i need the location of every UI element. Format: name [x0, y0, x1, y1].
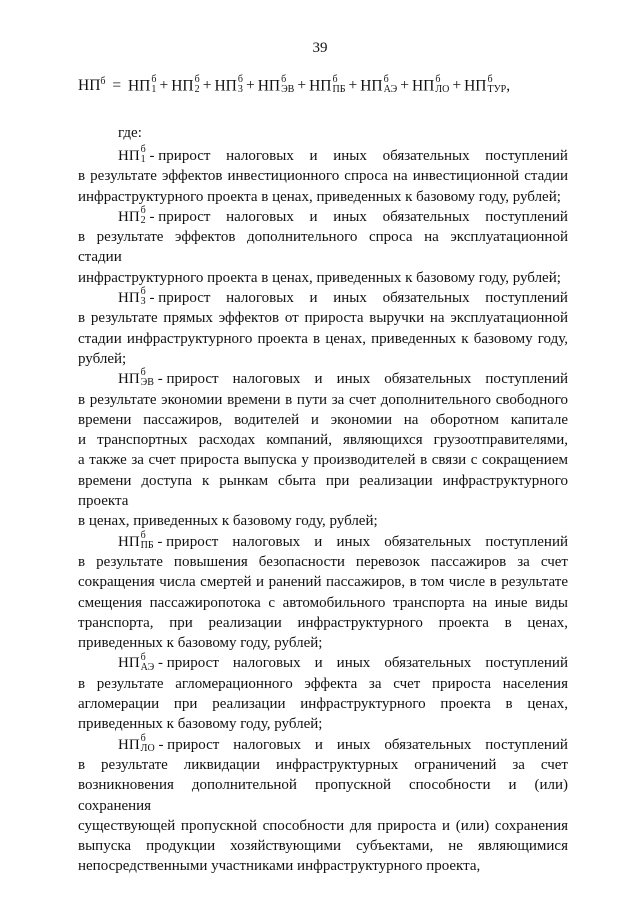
- definitions-list: [78, 146, 568, 877]
- definition-word: и: [309, 148, 318, 164]
- definition-line: выпуска продукции хозяйствующими субъектами, не являющимися: [78, 838, 568, 855]
- definition-symbol: НП б ЛО: [118, 732, 155, 754]
- definition-line: непосредственными участниками инфраструктурного проекта,: [78, 858, 481, 875]
- definition-symbol: НП б 3: [118, 286, 146, 308]
- formula-term: НП б 1: [127, 73, 157, 95]
- formula-equals: =: [112, 77, 122, 95]
- definition-word: иных: [333, 208, 367, 225]
- definition-word: - прирост: [145, 208, 211, 225]
- definition-word: налоговых: [226, 290, 294, 307]
- definition-word: и: [314, 533, 323, 550]
- definition-word: поступлений: [485, 371, 568, 388]
- definition-symbol: НП б 2: [118, 205, 146, 227]
- definition-first-line: [78, 146, 568, 166]
- definition-symbol: НП б ЭВ: [118, 367, 154, 389]
- definition-line: агломерации при реализации инфраструктурного проекта в ценах,: [78, 696, 568, 713]
- definition-line: инфраструктурного проекта в ценах, приведенных к базовому году, рублей;: [78, 269, 561, 286]
- definition-first-line: [78, 207, 568, 227]
- definition-term: [118, 288, 210, 308]
- definition-line: рублей;: [78, 350, 127, 367]
- formula-lhs: $НП^б$: [78, 76, 106, 95]
- formula-trail: ,: [506, 77, 511, 95]
- formula-plus: +: [245, 77, 255, 95]
- definition-first-line: [78, 653, 568, 673]
- definition-word: обязательных: [384, 533, 472, 550]
- definition-word: обязательных: [382, 290, 470, 307]
- definition-word: и: [314, 736, 323, 753]
- definition-term: [118, 732, 220, 755]
- definition-paragraph: [78, 207, 568, 288]
- definition-term: [118, 369, 219, 389]
- definition-word: налоговых: [233, 736, 301, 753]
- formula-term: НП б 2: [171, 73, 200, 95]
- formula-plus: +: [400, 77, 409, 95]
- definition-line: приведенных к базовому году, рублей;: [78, 716, 323, 733]
- definition-line: в результате агломерационного эффекта за счет прироста населения: [78, 675, 568, 692]
- definition-symbol: НП б ПБ: [118, 529, 154, 551]
- definition-line: в результате экономии времени в пути за счет дополнительного свободного: [78, 391, 568, 408]
- definition-line: и транспортных расходах компаний, являющихся грузоотправителями,: [78, 432, 568, 449]
- formula-term: НП б ПБ: [309, 73, 346, 95]
- definition-word: поступлений: [485, 290, 568, 307]
- definition-first-line: [78, 732, 568, 755]
- definition-paragraph: [78, 146, 568, 207]
- definition-word: налоговых: [226, 148, 294, 164]
- definition-word: поступлений: [485, 208, 568, 225]
- definition-line: смещения пассажиропотока с автомобильного транспорта на иные виды: [78, 594, 568, 611]
- definition-paragraph: [78, 732, 568, 877]
- definition-paragraph: [78, 288, 568, 369]
- formula-term: НП б АЭ: [360, 73, 398, 95]
- definition-word: обязательных: [384, 371, 472, 388]
- definition-word: и: [309, 208, 318, 225]
- definition-line: в результате повышения безопасности перевозок пассажиров за счет: [78, 553, 568, 570]
- definition-line: возникновения дополнительной пропускной способности и (или) сохранения: [78, 777, 568, 814]
- definition-first-line: [78, 369, 568, 389]
- definition-line: а также за счет прироста выпуска у производителей в связи с сокращением: [78, 452, 568, 469]
- definition-line: приведенных к базовому году, рублей;: [78, 635, 323, 652]
- definition-word: поступлений: [485, 736, 568, 753]
- formula-terms: [127, 73, 511, 95]
- definition-word: поступлений: [485, 148, 568, 164]
- definition-word: и: [314, 655, 323, 672]
- definition-line: транспорта, при реализации инфраструктурного проекта в ценах,: [78, 614, 568, 631]
- definition-word: - прирост: [145, 148, 211, 164]
- definition-first-line: [78, 288, 568, 308]
- where-label: где:: [118, 125, 142, 141]
- definition-word: иных: [336, 371, 371, 388]
- page-number: 39: [312, 40, 328, 56]
- formula-plus: +: [202, 77, 212, 95]
- definition-symbol: НП б 1: [118, 144, 146, 166]
- definition-line: в результате ликвидации инфраструктурных ограничений за счет: [78, 756, 568, 773]
- definition-word: - прирост: [154, 655, 219, 672]
- definition-line: в результате прямых эффектов от прироста выручки на эксплуатационной: [78, 310, 568, 327]
- definition-word: налоговых: [226, 208, 294, 225]
- definition-word: иных: [336, 736, 371, 753]
- definition-word: поступлений: [485, 533, 568, 550]
- formula-plus: +: [297, 77, 307, 95]
- definition-word: иных: [336, 533, 371, 550]
- definition-line: в ценах, приведенных к базовому году, рублей;: [78, 513, 378, 530]
- formula-term: НП б ЛО: [411, 73, 450, 95]
- definition-line: времени доступа к рынкам сбыта при реализации инфраструктурного проекта: [78, 472, 568, 510]
- definition-word: - прирост: [153, 533, 219, 550]
- definition-term: [118, 207, 210, 227]
- definition-word: налоговых: [232, 533, 301, 550]
- definition-word: иных: [333, 148, 367, 164]
- definition-word: налоговых: [232, 655, 301, 672]
- definition-word: обязательных: [384, 736, 472, 753]
- definition-word: - прирост: [154, 736, 220, 753]
- definition-line: времени пассажиров, водителей и экономии на оборотном капитале: [78, 411, 568, 428]
- definition-paragraph: [78, 653, 568, 734]
- formula: [78, 73, 578, 97]
- formula-plus: +: [452, 77, 462, 95]
- definition-line: стадии инфраструктурного проекта в ценах, приведенных к базовому году,: [78, 330, 568, 347]
- definition-line: сокращения числа смертей и ранений пассажиров, в том числе в результате: [78, 574, 568, 591]
- definition-word: налоговых: [232, 371, 301, 388]
- definition-line: инфраструктурного проекта в ценах, приведенных к базовому году, рублей;: [78, 188, 561, 205]
- definition-line: существующей пропускной способности для прироста и (или) сохранения: [78, 817, 568, 834]
- definition-line: в результате эффектов инвестиционного спроса на инвестиционной стадии: [78, 168, 568, 185]
- formula-term: НП б ТУР: [464, 73, 507, 95]
- definition-word: поступлений: [485, 655, 568, 672]
- formula-term: НП б ЭВ: [257, 73, 295, 95]
- definition-term: [118, 529, 219, 552]
- definition-symbol: НП б АЭ: [118, 651, 155, 673]
- formula-term: НП б 3: [214, 73, 243, 95]
- definition-first-line: [78, 529, 568, 552]
- formula-plus: +: [348, 77, 358, 95]
- definition-word: - прирост: [145, 290, 211, 307]
- definition-word: иных: [336, 655, 371, 672]
- definition-line: в результате эффектов дополнительного спроса на эксплуатационной стадии: [78, 229, 568, 266]
- definition-term: [118, 146, 210, 166]
- definition-word: обязательных: [382, 208, 470, 225]
- definition-paragraph: [78, 529, 568, 654]
- definition-word: обязательных: [384, 655, 472, 672]
- definition-paragraph: [78, 369, 568, 531]
- definition-word: - прирост: [153, 371, 219, 388]
- definition-word: и: [309, 290, 318, 307]
- formula-plus: +: [159, 77, 169, 95]
- definition-word: иных: [333, 290, 367, 307]
- definition-word: обязательных: [382, 148, 470, 164]
- definition-word: и: [314, 371, 323, 388]
- definition-term: [118, 653, 219, 673]
